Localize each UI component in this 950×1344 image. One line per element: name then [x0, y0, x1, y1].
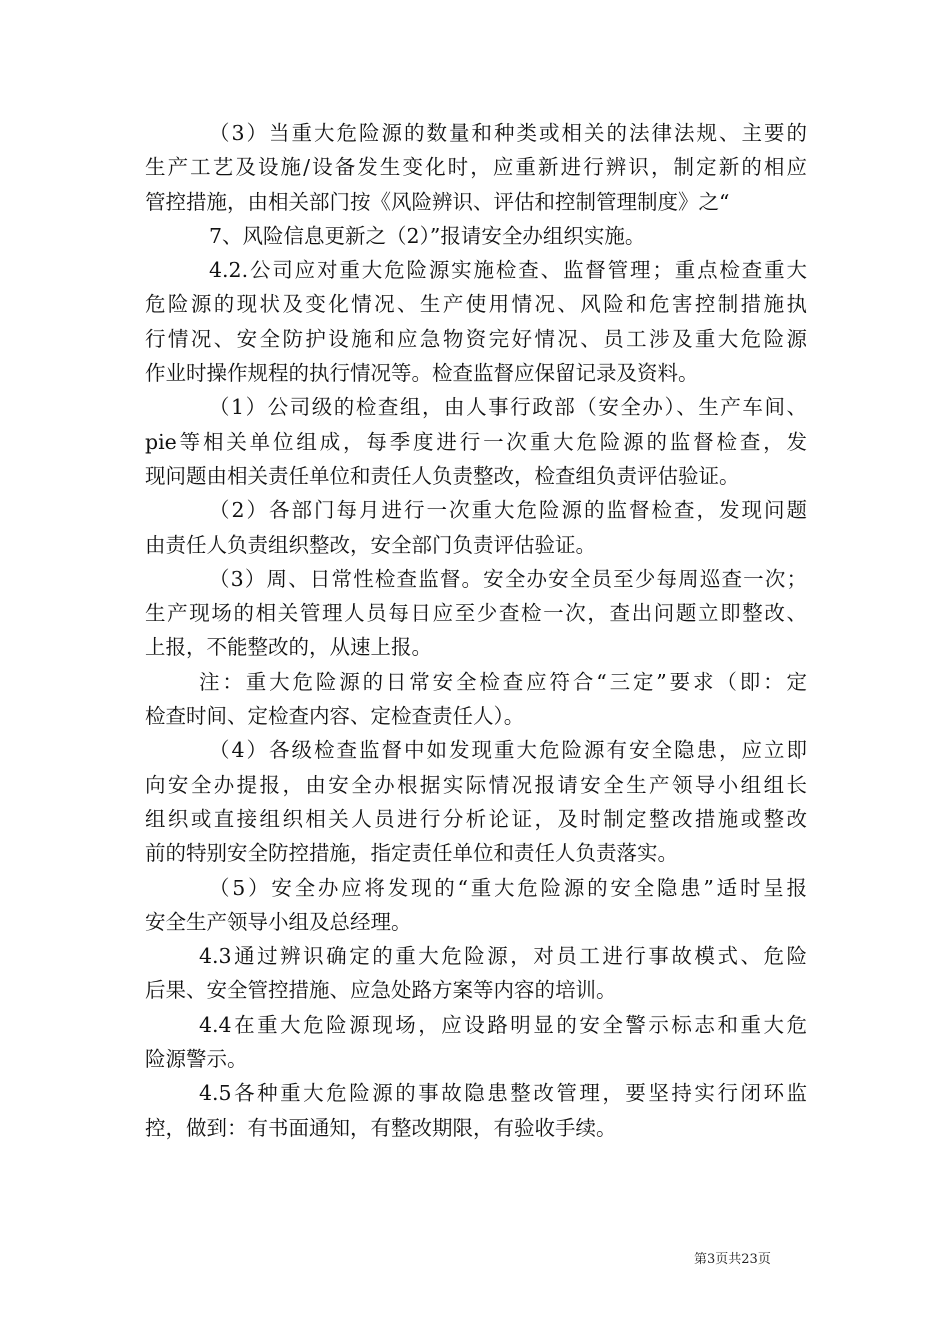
paragraph-line: 4.2.公司应对重大危险源实施检查、监督管理；重点检查重大: [209, 258, 807, 283]
paragraph-line: 4.4在重大危险源现场，应设路明显的安全警示标志和重大危: [199, 1012, 807, 1037]
paragraph-line: 组织或直接组织相关人员进行分析论证，及时制定整改措施或整改: [145, 806, 807, 831]
paragraph-line: 生产现场的相关管理人员每日应至少查检一次，查出问题立即整改、: [145, 601, 807, 626]
paragraph-line: 管控措施，由相关部门按《风险辨识、评估和控制管理制度》之“: [145, 189, 730, 214]
paragraph-line: 安全生产领导小组及总经理。: [145, 909, 412, 934]
paragraph-line: 由责任人负责组织整改，安全部门负责评估验证。: [145, 532, 596, 557]
paragraph-line: 生产工艺及设施/设备发生变化时，应重新进行辨识，制定新的相应: [145, 155, 807, 180]
paragraph-line: （4）各级检查监督中如发现重大危险源有安全隐患，应立即: [209, 738, 807, 763]
paragraph-line: 危险源的现状及变化情况、生产使用情况、风险和危害控制措施执: [145, 292, 807, 317]
paragraph-line: 7、风险信息更新之（2）”报请安全办组织实施。: [209, 223, 646, 248]
document-body: [145, 116, 807, 1145]
paragraph-line: 作业时操作规程的执行情况等。检查监督应保留记录及资料。: [145, 361, 699, 386]
paragraph-line: （2）各部门每月进行一次重大危险源的监督检查，发现问题: [209, 498, 807, 523]
paragraph-line: （3）周、日常性检查监督。安全办安全员至少每周巡查一次；: [209, 566, 807, 591]
paragraph-line: 行情况、安全防护设施和应急物资完好情况、员工涉及重大危险源: [145, 326, 807, 351]
paragraph-line: 注：重大危险源的日常安全检查应符合“三定”要求（即：定: [199, 669, 807, 694]
paragraph-line: 现问题由相关责任单位和责任人负责整改，检查组负责评估验证。: [145, 463, 740, 488]
paragraph-line: pie等相关单位组成，每季度进行一次重大危险源的监督检查，发: [145, 429, 807, 454]
page-number: 第3页共23页: [694, 1252, 771, 1267]
paragraph-line: 4.3通过辨识确定的重大危险源，对员工进行事故模式、危险: [199, 944, 807, 969]
paragraph-line: （5）安全办应将发现的“重大危险源的安全隐患”适时呈报: [209, 875, 807, 900]
paragraph-line: （3）当重大危险源的数量和种类或相关的法律法规、主要的: [209, 121, 807, 145]
paragraph-line: 4.5各种重大危险源的事故隐患整改管理，要坚持实行闭环监: [199, 1081, 807, 1106]
paragraph-line: 险源警示。: [145, 1047, 248, 1072]
paragraph-line: 前的特别安全防控措施，指定责任单位和责任人负责落实。: [145, 841, 678, 866]
paragraph-line: （1）公司级的检查组，由人事行政部（安全办）、生产车间、: [209, 395, 807, 420]
paragraph-line: 控，做到：有书面通知，有整改期限，有验收手续。: [145, 1115, 617, 1140]
paragraph-line: 上报，不能整改的，从速上报。: [145, 635, 432, 660]
paragraph-line: 后果、安全管控措施、应急处路方案等内容的培训。: [145, 978, 617, 1003]
paragraph-line: 向安全办提报，由安全办根据实际情况报请安全生产领导小组组长: [145, 772, 807, 797]
paragraph-line: 检查时间、定检查内容、定检查责任人）。: [145, 704, 525, 729]
